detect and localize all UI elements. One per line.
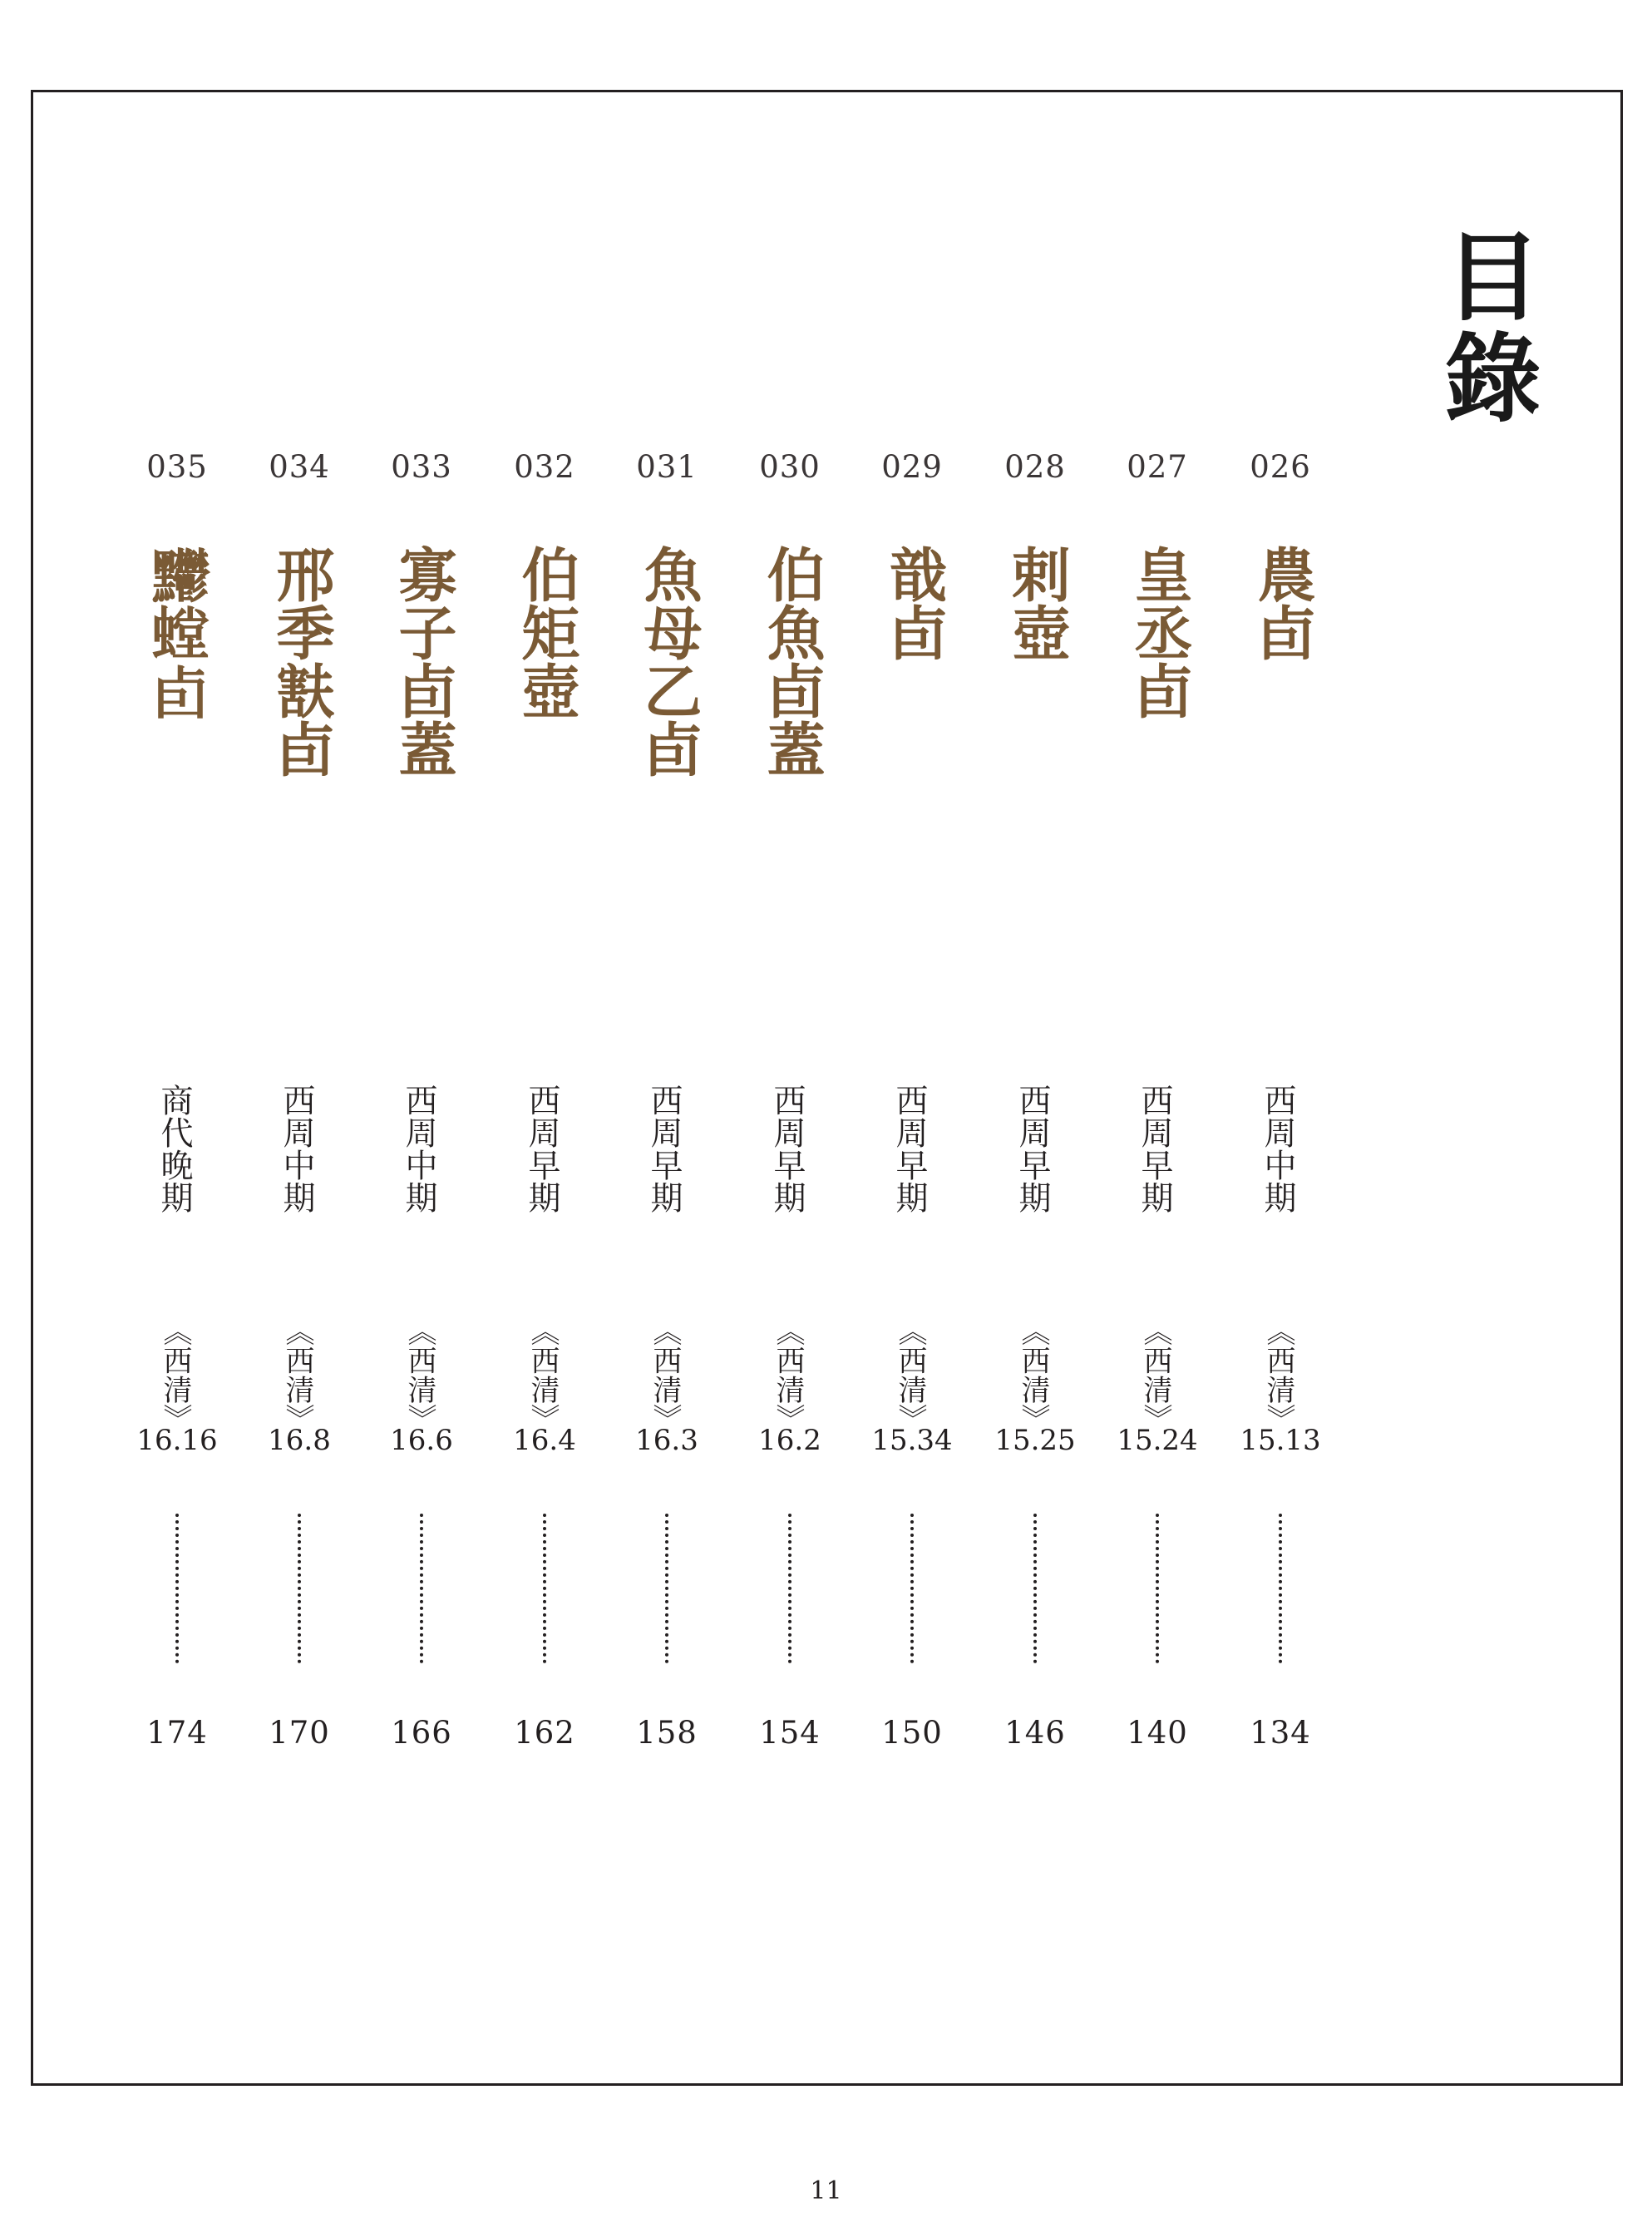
entry-number: 026 <box>1250 449 1311 485</box>
leader-dots <box>298 1514 301 1663</box>
toc-entry[interactable] <box>483 0 606 1830</box>
toc-entry[interactable] <box>974 0 1097 1830</box>
toc-entry[interactable] <box>605 0 728 1830</box>
entry-name[interactable]: 邢季㝬卣 <box>267 545 336 778</box>
entry-page[interactable]: 174 <box>146 1715 208 1751</box>
toc-entry[interactable] <box>238 0 361 1830</box>
entry-page[interactable]: 170 <box>269 1715 330 1751</box>
entry-source-number: 16.2 <box>758 1424 821 1457</box>
entry-page[interactable]: 158 <box>636 1715 698 1751</box>
entry-source: 《西清》 <box>159 1317 192 1433</box>
entry-number: 033 <box>391 449 452 485</box>
entry-source: 《西清》 <box>403 1317 436 1433</box>
leader-dots <box>665 1514 668 1663</box>
leader-dots <box>788 1514 791 1663</box>
entry-period: 西周早期 <box>768 1084 806 1213</box>
entry-page[interactable]: 140 <box>1127 1715 1188 1751</box>
entry-name[interactable]: 伯矩壺 <box>512 545 581 719</box>
entry-source: 《西清》 <box>894 1317 927 1433</box>
toc-entry[interactable] <box>116 0 239 1830</box>
toc-entry[interactable] <box>360 0 483 1830</box>
entry-period: 西周早期 <box>1013 1084 1051 1213</box>
toc-entry[interactable] <box>728 0 851 1830</box>
entry-number: 029 <box>881 449 943 485</box>
entry-page[interactable]: 150 <box>881 1715 943 1751</box>
entry-page[interactable]: 134 <box>1250 1715 1311 1751</box>
entry-number: 034 <box>269 449 330 485</box>
toc-entry[interactable] <box>1096 0 1219 1830</box>
entry-page[interactable]: 166 <box>391 1715 452 1751</box>
page-number: 11 <box>810 2176 842 2206</box>
entry-name[interactable]: 皇丞卣 <box>1125 545 1194 719</box>
entry-period: 商代晚期 <box>155 1084 193 1213</box>
entry-source-number: 16.16 <box>136 1424 218 1457</box>
entry-period: 西周中期 <box>1259 1084 1296 1213</box>
entry-name[interactable]: 伯魚卣蓋 <box>757 545 826 778</box>
entry-source-number: 16.4 <box>513 1424 576 1457</box>
entry-name[interactable]: 剌壺 <box>1003 545 1072 661</box>
entry-period: 西周早期 <box>1136 1084 1173 1213</box>
entry-period: 西周早期 <box>645 1084 683 1213</box>
entry-source: 《西清》 <box>281 1317 314 1433</box>
entry-name[interactable]: 戠卣 <box>880 545 949 661</box>
leader-dots <box>1033 1514 1037 1663</box>
entry-source-number: 15.24 <box>1117 1424 1198 1457</box>
entry-number: 027 <box>1127 449 1188 485</box>
leader-dots <box>1279 1514 1282 1663</box>
entry-number: 028 <box>1004 449 1066 485</box>
entry-source-number: 15.13 <box>1240 1424 1321 1457</box>
entry-name[interactable]: 農卣 <box>1248 545 1317 661</box>
entry-page[interactable]: 154 <box>759 1715 821 1751</box>
entry-period: 西周中期 <box>400 1084 437 1213</box>
entry-period: 西周早期 <box>523 1084 560 1213</box>
entry-name[interactable]: 寡子卣蓋 <box>389 545 458 778</box>
entry-source-number: 15.34 <box>871 1424 953 1457</box>
entry-page[interactable]: 146 <box>1004 1715 1066 1751</box>
leader-dots <box>543 1514 546 1663</box>
entry-source-number: 16.6 <box>390 1424 453 1457</box>
entry-source: 《西清》 <box>648 1317 682 1433</box>
page-title: 目錄 <box>1428 226 1541 429</box>
entry-number: 032 <box>514 449 575 485</box>
entry-period: 西周中期 <box>278 1084 315 1213</box>
entry-period: 西周早期 <box>890 1084 928 1213</box>
entry-name[interactable]: 𪓊螳卣 <box>145 545 214 719</box>
entry-number: 031 <box>636 449 698 485</box>
leader-dots <box>175 1514 179 1663</box>
entry-source: 《西清》 <box>1017 1317 1050 1433</box>
leader-dots <box>420 1514 423 1663</box>
leader-dots <box>910 1514 914 1663</box>
entry-source: 《西清》 <box>1262 1317 1295 1433</box>
toc-entry[interactable] <box>851 0 974 1830</box>
toc-entry[interactable] <box>1219 0 1342 1830</box>
entry-source: 《西清》 <box>1139 1317 1172 1433</box>
entry-source: 《西清》 <box>772 1317 805 1433</box>
entry-source-number: 15.25 <box>994 1424 1076 1457</box>
entry-source-number: 16.3 <box>635 1424 698 1457</box>
entry-number: 030 <box>759 449 821 485</box>
entry-page[interactable]: 162 <box>514 1715 575 1751</box>
entry-source-number: 16.8 <box>268 1424 331 1457</box>
entry-number: 035 <box>146 449 208 485</box>
entry-source: 《西清》 <box>526 1317 560 1433</box>
entry-name[interactable]: 魚母乙卣 <box>634 545 703 778</box>
leader-dots <box>1156 1514 1159 1663</box>
